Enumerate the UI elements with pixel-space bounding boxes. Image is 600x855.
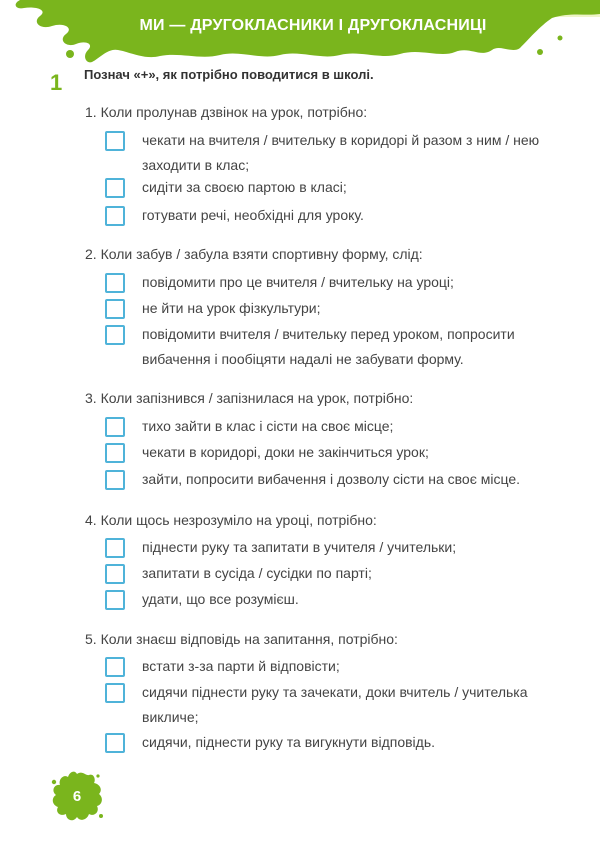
answer-checkbox[interactable]: [105, 417, 125, 437]
option-text: повідомити вчителя / вчительку перед уроком, попросити вибачення і пообіцяти надалі не забувати форму.: [142, 326, 515, 367]
answer-checkbox[interactable]: [105, 443, 125, 463]
option-text: тихо зайти в клас і сісти на своє місце;: [142, 418, 394, 434]
option-text: встати з-за парти й відповісти;: [142, 658, 340, 674]
option-text: чекати в коридорі, доки не закінчиться урок;: [142, 444, 429, 460]
option-text: повідомити про це вчителя / вчительку на уроці;: [142, 274, 454, 290]
option-text: не йти на урок фізкультури;: [142, 300, 321, 316]
option-text: піднести руку та запитати в учителя / учительки;: [142, 539, 457, 555]
answer-checkbox[interactable]: [105, 538, 125, 558]
question-text: 5. Коли знаєш відповідь на запитання, потрібно:: [85, 631, 398, 647]
section-title: МИ — ДРУГОКЛАСНИКИ І ДРУГОКЛАСНИЦІ: [139, 17, 487, 34]
question-text: 4. Коли щось незрозуміло на уроці, потрібно:: [85, 512, 377, 528]
answer-checkbox[interactable]: [105, 325, 125, 345]
answer-checkbox[interactable]: [105, 590, 125, 610]
answer-checkbox[interactable]: [105, 131, 125, 151]
option-text: сидіти за своєю партою в класі;: [142, 179, 347, 195]
answer-checkbox[interactable]: [105, 733, 125, 753]
option-text: зайти, попросити вибачення і дозволу сісти на своє місце.: [142, 471, 520, 487]
option-text: удати, що все розумієш.: [142, 591, 299, 607]
option-text: чекати на вчителя / вчительку в коридорі й разом з ним / нею заходити в клас;: [142, 132, 540, 173]
question-text: 1. Коли пролунав дзвінок на урок, потрібно:: [85, 104, 368, 120]
question-text: 3. Коли запізнився / запізнилася на урок, потрібно:: [85, 390, 414, 406]
option-text: сидячи, піднести руку та вигукнути відповідь.: [142, 734, 436, 750]
option-text: сидячи піднести руку та зачекати, доки вчитель / учителька викличе;: [142, 684, 528, 725]
answer-checkbox[interactable]: [105, 683, 125, 703]
option-text: готувати речі, необхідні для уроку.: [142, 207, 364, 223]
task-number: 1: [50, 70, 63, 95]
answer-checkbox[interactable]: [105, 273, 125, 293]
answer-checkbox[interactable]: [105, 299, 125, 319]
answer-checkbox[interactable]: [105, 206, 125, 226]
option-text: запитати в сусіда / сусідки по парті;: [142, 565, 372, 581]
answer-checkbox[interactable]: [105, 178, 125, 198]
page-number: 6: [72, 788, 82, 805]
answer-checkbox[interactable]: [105, 470, 125, 490]
question-text: 2. Коли забув / забула взяти спортивну форму, слід:: [85, 246, 423, 262]
answer-checkbox[interactable]: [105, 564, 125, 584]
task-instruction: Познач «+», як потрібно поводитися в школі.: [84, 67, 374, 82]
answer-checkbox[interactable]: [105, 657, 125, 677]
